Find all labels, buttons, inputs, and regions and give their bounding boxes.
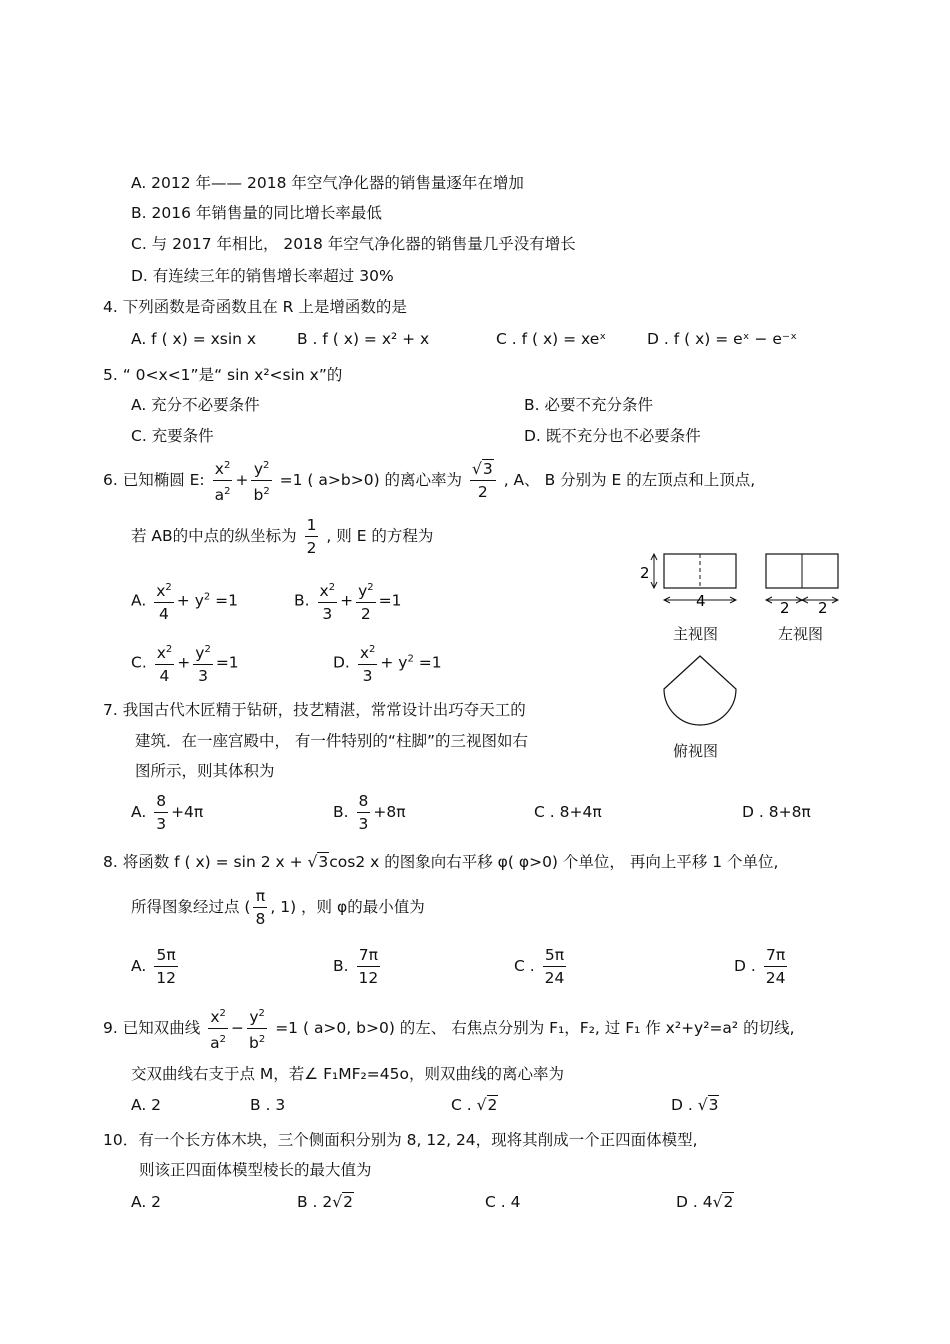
q10-line1: 10．有一个长方体木块，三个侧面积分别为 8, 12, 24，现将其削成一个正四面体模型, [103, 1131, 698, 1149]
q3-option-d: D. 有连续三年的销售增长率超过 30% [131, 267, 394, 285]
q9-line2: 交双曲线右支于点 M，若∠ F₁MF₂=45o，则双曲线的离心率为 [131, 1065, 564, 1083]
q6-frac-y2b2: $\frac{y^2}{b^2}$ [251, 455, 271, 506]
q6-stem2-b: , 则 E 的方程为 [326, 527, 434, 545]
q6-stem-b: =1 ( a>b>0) 的离心率为 [279, 471, 463, 490]
q4-option-d: D . f ( x) = eˣ − e⁻ˣ [647, 330, 797, 348]
q6-frac-half: $\frac{1}{2}$ [306, 516, 317, 557]
left-view-width-1: 2 [780, 599, 790, 617]
q10-option-c: C . 4 [485, 1193, 521, 1211]
q7-line3: 图所示，则其体积为 [135, 762, 275, 780]
q4-option-c: C . f ( x) = xeˣ [496, 330, 607, 348]
q9-option-a: A. 2 [131, 1096, 162, 1114]
q7-line1: 7. 我国古代木匠精于钻研，技艺精湛，常常设计出巧夺天工的 [103, 701, 526, 719]
three-view-figure [630, 545, 850, 770]
q8-option-c: C . $\frac{5\pi}{24}$ [514, 946, 565, 987]
q6-frac-sqrt3-2: $\frac{√3}{2}$ [470, 458, 496, 503]
q9-option-c: C . √2 [451, 1096, 498, 1114]
front-view-height: 2 [640, 564, 650, 582]
q7-option-b: B. $\frac{8}{3}$ +8π [333, 792, 406, 833]
q6-stem-line2 [131, 514, 433, 559]
front-view-label: 主视图 [673, 625, 719, 643]
top-view-shape [664, 656, 736, 725]
q9-option-d: D . √3 [671, 1096, 719, 1114]
q6-option-a: A. $\frac{x^2}{4}$ + $y^2 =1$ [131, 577, 238, 625]
q8-line1: 8. 将函数 f ( x) = sin 2 x + √3cos2 x 的图象向右平移 φ( φ>0) 个单位， 再向上平移 1 个单位, [103, 853, 779, 871]
q5-option-a: A. 充分不必要条件 [131, 396, 260, 414]
q6-frac-x2a2: $\frac{x^2}{a^2}$ [213, 455, 233, 506]
q8-option-b: B. $\frac{7\pi}{12}$ [333, 946, 379, 987]
q6-stem-c: , A、 B 分别为 E 的左顶点和上顶点, [503, 471, 756, 490]
q4-option-a: A. f ( x) = xsin x [131, 330, 257, 348]
q3-option-a: A. 2012 年—— 2018 年空气净化器的销售量逐年在增加 [131, 174, 524, 192]
q5-option-b: B. 必要不充分条件 [524, 396, 653, 414]
q8-option-a: A. $\frac{5\pi}{12}$ [131, 946, 176, 987]
q3-option-b: B. 2016 年销售量的同比增长率最低 [131, 204, 382, 222]
q5-option-c: C. 充要条件 [131, 427, 214, 445]
q6-option-c: C. $\frac{x^2}{4}$ + $\frac{y^2}{3}$ =1 [131, 639, 239, 687]
q7-line2: 建筑．在一座宫殿中， 有一件特别的“柱脚”的三视图如右 [135, 732, 528, 750]
q10-line2: 则该正四面体模型棱长的最大值为 [139, 1161, 372, 1179]
q5-option-d: D. 既不充分也不必要条件 [524, 427, 701, 445]
top-view-label: 俯视图 [673, 742, 719, 760]
left-view-label: 左视图 [778, 625, 824, 643]
q4-option-b: B . f ( x) = x² + x [297, 330, 430, 348]
q6-option-d: D. $\frac{x^2}{3}$ + $y^2 =1$ [333, 639, 442, 687]
q10-option-b: B . 2√2 [297, 1193, 354, 1211]
q4-stem: 4. 下列函数是奇函数且在 R 上是增函数的是 [103, 298, 407, 316]
q7-option-c: C . 8+4π [534, 803, 602, 821]
q6-option-b: B. $\frac{x^2}{3}$ + $\frac{y^2}{2}$ =1 [294, 577, 401, 625]
left-view-width-2: 2 [818, 599, 828, 617]
q3-option-c: C. 与 2017 年相比， 2018 年空气净化器的销售量几乎没有增长 [131, 235, 576, 253]
q8-line2: 所得图象经过点 ( $\frac{\pi}{8}$ , 1) ，则 φ的最小值为 [131, 887, 425, 928]
q10-option-a: A. 2 [131, 1193, 162, 1211]
q7-option-a: A. $\frac{8}{3}$ +4π [131, 792, 204, 833]
q7-option-d: D . 8+8π [742, 803, 811, 821]
q8-option-d: D . $\frac{7\pi}{24}$ [734, 946, 786, 987]
q9-option-b: B . 3 [250, 1096, 286, 1114]
q9-line1: 9. 已知双曲线 $\frac{x^2}{a^2}$ − $\frac{y^2}{b^2}$ =1 ( a>0, b>0) 的左、 右焦点分别为 F₁，F₂, 过 F₁ 作 x²+y²=a² 的切线, [103, 1003, 795, 1054]
q6-stem-line1: 6. 已知椭圆 E: $\frac{x^2}{a^2}$ + $\frac{y^2}{b^2}$ =1 ( a>b>0) 的离心率为 $\frac{√3}{2}$ , A、 B 分别为 E 的左顶点和上顶点, [103, 455, 755, 506]
q5-stem: 5. “ 0<x<1”是“ sin x²<sin x”的 [103, 366, 343, 384]
q6-stem2-a: 若 AB的中点的纵坐标为 [131, 527, 297, 545]
q10-option-d: D . 4√2 [676, 1193, 734, 1211]
q6-stem-a: 6. 已知椭圆 E: [103, 471, 205, 490]
front-view-width: 4 [696, 592, 706, 610]
